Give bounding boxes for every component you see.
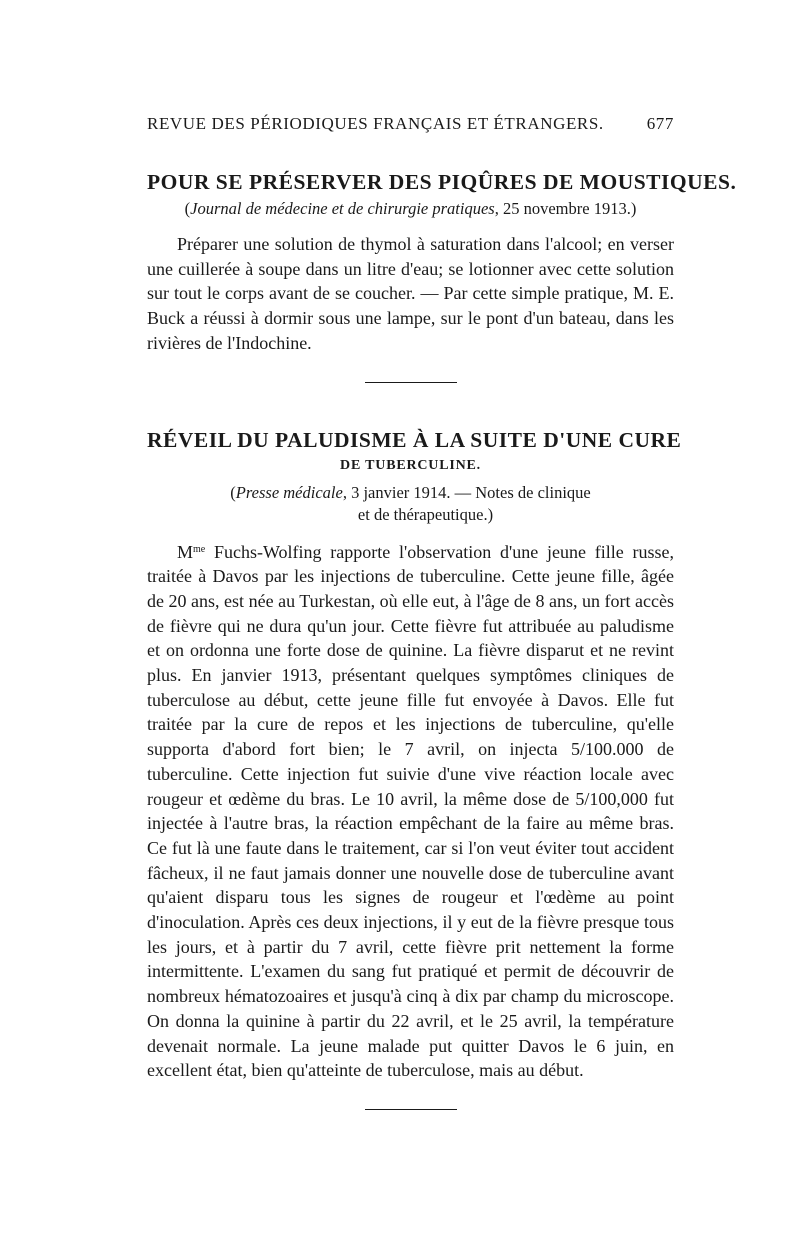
article2-body-sup: me [193, 543, 206, 555]
page-number: 677 [646, 114, 674, 133]
article2-source-rest: , 3 janvier 1914. — Notes de clinique [342, 482, 591, 502]
article2-title-line2: DE TUBERCULINE. [340, 457, 481, 473]
article1-source-journal: Journal de médecine et de chirurgie pratiques [190, 199, 495, 218]
article2-title-line1: RÉVEIL DU PALUDISME À LA SUITE D'UNE CURE [147, 427, 682, 452]
article2-source-line2: et de thérapeutique.) [357, 504, 494, 524]
running-head [147, 112, 674, 136]
article1-body: Préparer une solution de thymol à saturation dans l'alcool; en verser une cuillerée à soupe dans un litre d'eau; se lotionner avec cette solution sur tout le corps avant de se coucher. — Par cette simple pratique, M. E. Buck a réussi à dormir sous une lampe, sur le pont d'un bateau, dans les rivières de l'Indochine. [147, 234, 674, 353]
article1-source: (Journal de médecine et de chirurgie pratiques, 25 novembre 1913.) [184, 199, 637, 218]
end-divider [365, 1109, 457, 1110]
article2-source-line1: (Presse médicale, 3 janvier 1914. — Notes de clinique [230, 482, 591, 502]
running-head-title: REVUE DES PÉRIODIQUES FRANÇAIS ET ÉTRANGERS. [147, 114, 604, 133]
article2-source [147, 482, 674, 526]
article1-source-date: , 25 novembre 1913. [494, 199, 631, 218]
article2-body-m: M [177, 541, 194, 562]
article1-title: POUR SE PRÉSERVER DES PIQÛRES DE MOUSTIQUES. [147, 170, 737, 194]
article2-body [147, 538, 674, 1083]
article2-body-text: Fuchs-Wolfing rapporte l'observation d'une jeune fille russe, traitée à Davos par les injections de tuberculine. Cette jeune fille, âgée de 20 ans, est née au Turkestan, où elle eut, à l'âge de 8 ans, un fort accès de fièvre qui ne dura qu'un jour. Cette fièvre fut attribuée au paludisme et on ordonna une forte dose de quinine. La fièvre disparut et ne revint plus. En janvier 1913, présentant quelques symptômes cliniques de tuberculose au début, cette jeune fille fut envoyée à Davos. Elle fut traitée par la cure de repos et les injections de tuberculine, qu'elle supporta d'abord fort bien; le 7 avril, on injecta 5/100.000 de tuberculine. Cette injection fut suivie d'une vive réaction locale avec rougeur et œdème du bras. Le 10 avril, la même dose de 5/100,000 fut injectée à l'autre bras, la réaction empêchant de la faire au même bras. Ce fut là une faute dans le traitement, car si l'on veut éviter tout accident fâcheux, il ne faut jamais donner une nouvelle dose de tuberculine avant qu'aient disparu tous les signes de rougeur et l'œdème au point d'inoculation. Après ces deux injections, il y eut de la fièvre presque tous les jours, et à partir du 7 avril, cette fièvre prit nettement la forme intermittente. L'examen du sang fut pratiqué et permit de découvrir de nombreux hématozoaires et jusqu'à cinq à dix par champ du microscope. On donna la quinine à partir du 22 avril, et le 25 avril, la température devenait normale. La jeune malade put quitter Davos le 6 juin, en excellent état, bien qu'atteinte de tuberculose, mais au début. [147, 541, 674, 1081]
article2-source-line2-text: et de thérapeutique. [357, 504, 488, 524]
page [147, 112, 737, 1110]
article2-source-journal: Presse médicale [235, 482, 343, 502]
